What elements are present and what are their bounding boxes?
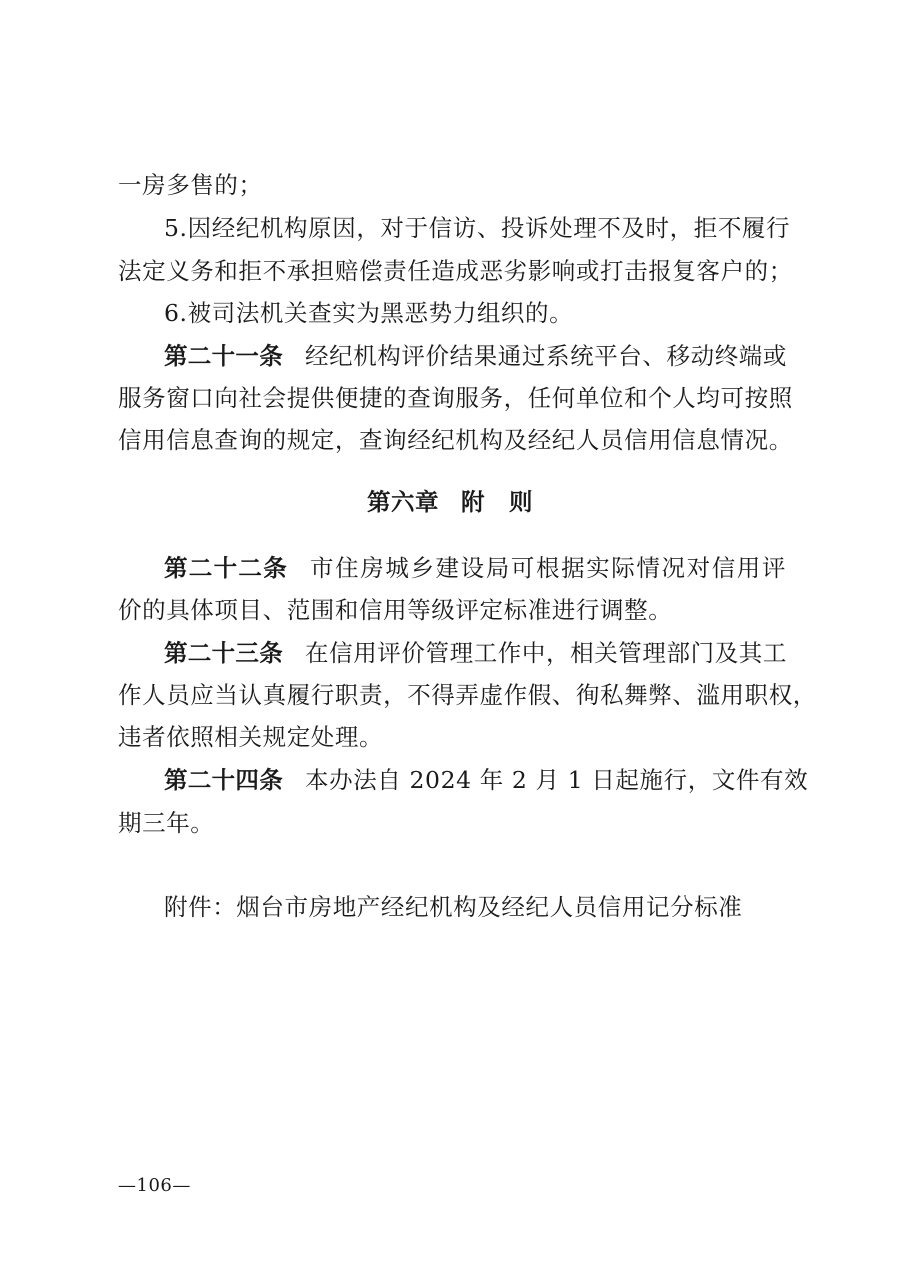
page-number: —106—	[118, 1175, 191, 1196]
text-line: 违者依照相关规定处理。	[118, 723, 384, 751]
article-23-label: 第二十三条	[164, 639, 283, 667]
chapter-title: 附 则	[461, 488, 533, 516]
article-24-label: 第二十四条	[164, 766, 283, 794]
article-22-label: 第二十二条	[164, 554, 289, 582]
attachment-note: 附件：烟台市房地产经纪机构及经纪人员信用记分标准	[164, 893, 743, 921]
text-line: 服务窗口向社会提供便捷的查询服务，任何单位和个人均可按照	[118, 384, 793, 412]
article-24-text: 本办法自 2024 年 2 月 1 日起施行，文件有效	[305, 766, 809, 794]
text-line: 信用信息查询的规定，查询经纪机构及经纪人员信用信息情况。	[118, 426, 793, 454]
text-line: 作人员应当认真履行职责，不得弄虚作假、徇私舞弊、滥用职权，	[118, 681, 817, 709]
article-22-line	[164, 547, 786, 589]
chapter-number: 第六章	[367, 488, 439, 516]
article-21-label: 第二十一条	[164, 342, 283, 370]
chapter-heading	[0, 481, 900, 523]
list-item-6: 6.被司法机关查实为黑恶势力组织的。	[164, 299, 574, 327]
text-line: 期三年。	[118, 809, 215, 837]
article-24-line	[164, 759, 809, 801]
article-22-text: 市住房城乡建设局可根据实际情况对信用评	[310, 554, 787, 582]
text-line: 价的具体项目、范围和信用等级评定标准进行调整。	[118, 596, 673, 624]
article-21-line	[164, 335, 786, 377]
article-23-line	[164, 632, 786, 674]
article-21-text: 经纪机构评价结果通过系统平台、移动终端或	[305, 342, 787, 370]
article-23-text: 在信用评价管理工作中，相关管理部门及其工	[305, 639, 787, 667]
text-line: 法定义务和拒不承担赔偿责任造成恶劣影响或打击报复客户的；	[118, 257, 793, 285]
text-line: 一房多售的；	[118, 171, 263, 199]
list-item-5: 5.因经纪机构原因，对于信访、投诉处理不及时，拒不履行	[164, 214, 791, 242]
